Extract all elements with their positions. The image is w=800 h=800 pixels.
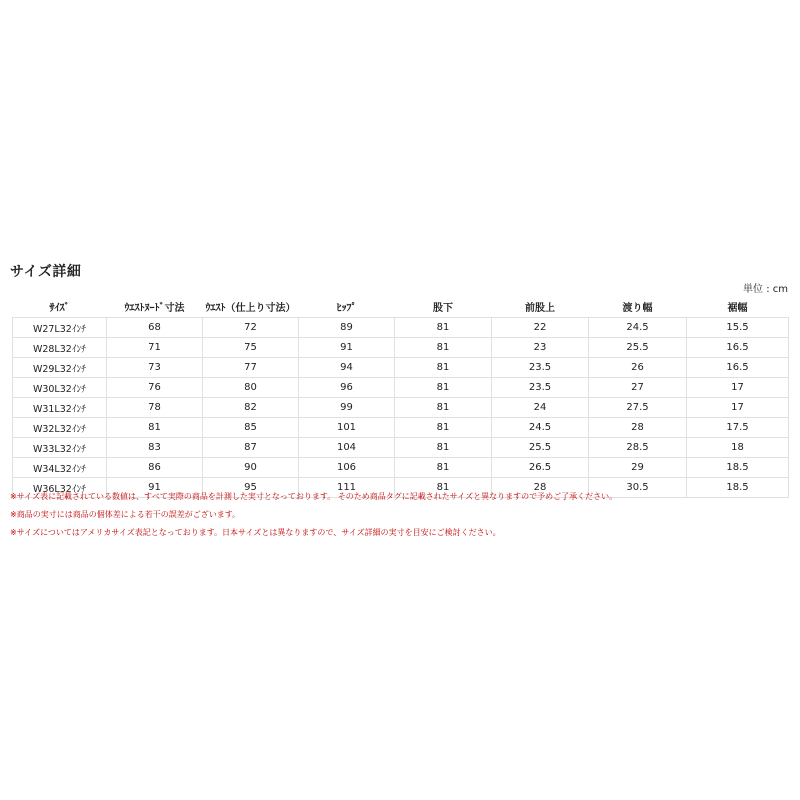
table-cell: 90 (203, 458, 299, 478)
table-cell: 23.5 (492, 358, 589, 378)
table-cell: 82 (203, 398, 299, 418)
table-cell: 25.5 (589, 338, 687, 358)
table-cell: 23.5 (492, 378, 589, 398)
table-row (13, 458, 789, 478)
table-cell: 91 (299, 338, 395, 358)
table-cell: 95 (203, 478, 299, 498)
table-cell: 28 (589, 418, 687, 438)
size-cell: W29L32ｲﾝﾁ (13, 358, 107, 378)
table-cell: 26 (589, 358, 687, 378)
table-cell: 22 (492, 318, 589, 338)
table-cell: 27 (589, 378, 687, 398)
table-cell: 27.5 (589, 398, 687, 418)
table-cell: 99 (299, 398, 395, 418)
table-header-row (13, 296, 789, 318)
table-cell: 26.5 (492, 458, 589, 478)
table-row (13, 378, 789, 398)
table-cell: 76 (107, 378, 203, 398)
note-variance: ※商品の実寸には商品の個体差による若干の誤差がございます。 (10, 510, 241, 519)
header-waist-finished: ｳｴｽﾄ（仕上り寸法） (205, 303, 296, 314)
table-cell: 81 (395, 358, 492, 378)
notes-section (10, 488, 790, 542)
table-row (13, 358, 789, 378)
table-cell: 24 (492, 398, 589, 418)
table-cell: 83 (107, 438, 203, 458)
table-row (13, 438, 789, 458)
table-cell: 81 (395, 438, 492, 458)
size-cell: W33L32ｲﾝﾁ (13, 438, 107, 458)
table-cell: 104 (299, 438, 395, 458)
table-cell: 18.5 (687, 478, 789, 498)
header-waist-nude: ｳｴｽﾄﾇｰﾄﾞ寸法 (124, 303, 185, 314)
table-cell: 96 (299, 378, 395, 398)
size-table (12, 296, 789, 498)
table-cell: 101 (299, 418, 395, 438)
header-size: ｻｲｽﾞ (49, 303, 70, 314)
table-row (13, 418, 789, 438)
header-thigh-width: 渡り幅 (622, 303, 653, 314)
size-cell: W31L32ｲﾝﾁ (13, 398, 107, 418)
table-cell: 106 (299, 458, 395, 478)
table-cell: 87 (203, 438, 299, 458)
table-cell: 91 (107, 478, 203, 498)
table-cell: 77 (203, 358, 299, 378)
table-cell: 15.5 (687, 318, 789, 338)
table-row (13, 338, 789, 358)
table-cell: 17.5 (687, 418, 789, 438)
table-cell: 81 (107, 418, 203, 438)
table-cell: 28 (492, 478, 589, 498)
size-cell: W30L32ｲﾝﾁ (13, 378, 107, 398)
table-cell: 81 (395, 418, 492, 438)
table-cell: 29 (589, 458, 687, 478)
table-cell: 81 (395, 478, 492, 498)
table-cell: 75 (203, 338, 299, 358)
table-row (13, 398, 789, 418)
table-cell: 81 (395, 458, 492, 478)
table-cell: 18.5 (687, 458, 789, 478)
table-cell: 25.5 (492, 438, 589, 458)
size-cell: W27L32ｲﾝﾁ (13, 318, 107, 338)
table-cell: 16.5 (687, 338, 789, 358)
table-cell: 81 (395, 318, 492, 338)
table-cell: 17 (687, 398, 789, 418)
table-cell: 23 (492, 338, 589, 358)
table-cell: 81 (395, 378, 492, 398)
table-cell: 24.5 (492, 418, 589, 438)
header-front-rise: 前股上 (525, 303, 555, 314)
table-cell: 81 (395, 338, 492, 358)
note-us-sizing: ※サイズについてはアメリカサイズ表記となっております。日本サイズとは異なりますので、サイズ詳細の実寸を目安にご検討ください。 (10, 528, 501, 537)
size-cell: W28L32ｲﾝﾁ (13, 338, 107, 358)
table-cell: 78 (107, 398, 203, 418)
table-row (13, 318, 789, 338)
page-title: サイズ詳細 (10, 264, 82, 280)
header-inseam: 股下 (433, 303, 453, 314)
table-cell: 80 (203, 378, 299, 398)
table-cell: 16.5 (687, 358, 789, 378)
table-cell: 71 (107, 338, 203, 358)
note-measurement: ※サイズ表に記載されている数値は、すべて実際の商品を計測した実寸となっております。 そのため商品タグに記載されたサイズと異なりますので予めご了承ください。 (10, 492, 618, 501)
size-cell: W32L32ｲﾝﾁ (13, 418, 107, 438)
table-cell: 85 (203, 418, 299, 438)
table-cell: 73 (107, 358, 203, 378)
table-cell: 68 (107, 318, 203, 338)
table-cell: 30.5 (589, 478, 687, 498)
header-hip: ﾋｯﾌﾟ (336, 303, 357, 314)
table-cell: 111 (299, 478, 395, 498)
table-cell: 86 (107, 458, 203, 478)
table-cell: 18 (687, 438, 789, 458)
table-cell: 81 (395, 398, 492, 418)
size-cell: W36L32ｲﾝﾁ (13, 478, 107, 498)
table-cell: 24.5 (589, 318, 687, 338)
table-cell: 72 (203, 318, 299, 338)
header-hem-width: 裾幅 (727, 303, 748, 314)
unit-label: 単位 : cm (743, 284, 788, 295)
table-cell: 89 (299, 318, 395, 338)
table-cell: 28.5 (589, 438, 687, 458)
table-cell: 17 (687, 378, 789, 398)
table-cell: 94 (299, 358, 395, 378)
size-cell: W34L32ｲﾝﾁ (13, 458, 107, 478)
